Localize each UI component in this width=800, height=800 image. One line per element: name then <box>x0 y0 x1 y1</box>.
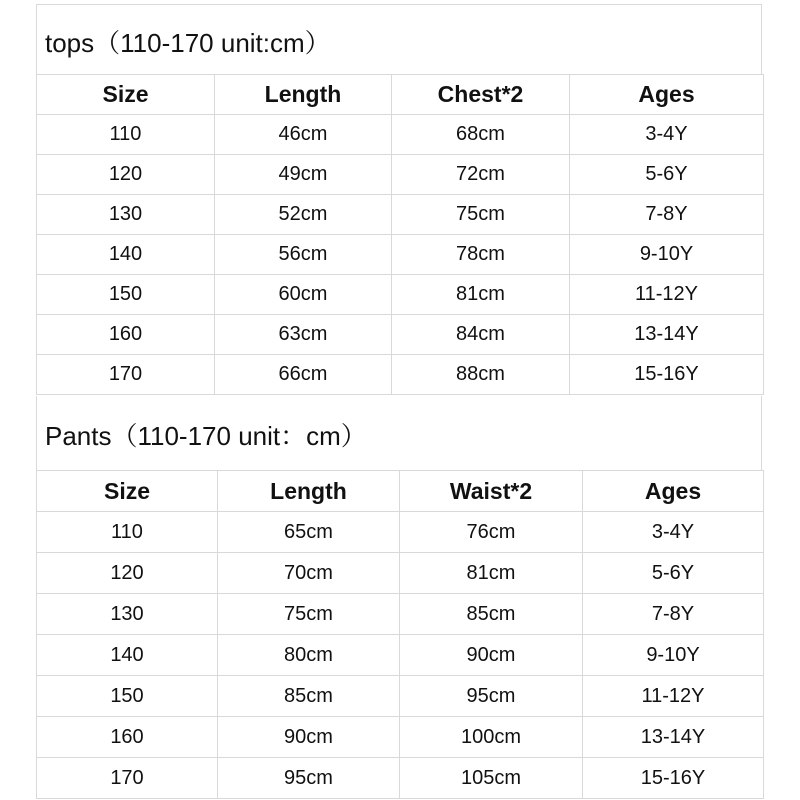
tops-cell-chest: 84cm <box>392 315 570 355</box>
tops-cell-size: 160 <box>37 315 215 355</box>
pants-header-ages: Ages <box>583 471 764 512</box>
pants-cell-size: 170 <box>37 758 218 799</box>
tops-header-ages: Ages <box>570 75 764 115</box>
pants-header-length: Length <box>218 471 400 512</box>
pants-cell-ages: 5-6Y <box>583 553 764 594</box>
pants-cell-waist: 81cm <box>400 553 583 594</box>
tops-header-row <box>37 75 764 115</box>
pants-cell-ages: 13-14Y <box>583 717 764 758</box>
table-row <box>37 635 764 676</box>
pants-cell-length: 95cm <box>218 758 400 799</box>
table-row <box>37 355 764 395</box>
pants-cell-waist: 90cm <box>400 635 583 676</box>
pants-cell-waist: 100cm <box>400 717 583 758</box>
table-row <box>37 717 764 758</box>
table-row <box>37 512 764 553</box>
tops-header-length: Length <box>215 75 392 115</box>
tops-cell-ages: 15-16Y <box>570 355 764 395</box>
pants-cell-ages: 15-16Y <box>583 758 764 799</box>
tops-cell-size: 170 <box>37 355 215 395</box>
pants-cell-ages: 11-12Y <box>583 676 764 717</box>
tops-table <box>36 74 764 395</box>
tops-cell-chest: 72cm <box>392 155 570 195</box>
tops-cell-ages: 3-4Y <box>570 115 764 155</box>
pants-cell-ages: 3-4Y <box>583 512 764 553</box>
tops-cell-chest: 68cm <box>392 115 570 155</box>
pants-cell-length: 65cm <box>218 512 400 553</box>
pants-body <box>37 512 764 799</box>
pants-cell-ages: 9-10Y <box>583 635 764 676</box>
tops-cell-size: 110 <box>37 115 215 155</box>
tops-header-chest: Chest*2 <box>392 75 570 115</box>
pants-cell-size: 150 <box>37 676 218 717</box>
tops-cell-length: 49cm <box>215 155 392 195</box>
tops-cell-length: 56cm <box>215 235 392 275</box>
table-row <box>37 315 764 355</box>
pants-cell-size: 130 <box>37 594 218 635</box>
tops-cell-ages: 5-6Y <box>570 155 764 195</box>
table-row <box>37 594 764 635</box>
tops-cell-chest: 81cm <box>392 275 570 315</box>
pants-cell-size: 110 <box>37 512 218 553</box>
tops-cell-size: 140 <box>37 235 215 275</box>
tops-cell-ages: 9-10Y <box>570 235 764 275</box>
table-row <box>37 235 764 275</box>
pants-cell-length: 90cm <box>218 717 400 758</box>
tops-body <box>37 115 764 395</box>
tops-cell-ages: 7-8Y <box>570 195 764 235</box>
tops-cell-chest: 88cm <box>392 355 570 395</box>
tops-cell-size: 130 <box>37 195 215 235</box>
table-row <box>37 155 764 195</box>
pants-header-size: Size <box>37 471 218 512</box>
tops-cell-ages: 11-12Y <box>570 275 764 315</box>
tops-header-size: Size <box>37 75 215 115</box>
pants-cell-waist: 85cm <box>400 594 583 635</box>
table-row <box>37 195 764 235</box>
pants-title: Pants（110-170 unit：cm） <box>36 396 762 470</box>
tops-cell-length: 46cm <box>215 115 392 155</box>
table-row <box>37 676 764 717</box>
tops-cell-chest: 78cm <box>392 235 570 275</box>
pants-cell-waist: 95cm <box>400 676 583 717</box>
pants-cell-waist: 105cm <box>400 758 583 799</box>
tops-cell-size: 150 <box>37 275 215 315</box>
tops-cell-length: 60cm <box>215 275 392 315</box>
tops-title: tops（110-170 unit:cm） <box>36 4 762 74</box>
pants-cell-size: 140 <box>37 635 218 676</box>
table-row <box>37 275 764 315</box>
size-chart <box>36 0 764 800</box>
table-row <box>37 115 764 155</box>
table-row <box>37 553 764 594</box>
pants-cell-ages: 7-8Y <box>583 594 764 635</box>
tops-cell-length: 52cm <box>215 195 392 235</box>
pants-cell-size: 160 <box>37 717 218 758</box>
pants-cell-size: 120 <box>37 553 218 594</box>
tops-cell-length: 63cm <box>215 315 392 355</box>
tops-cell-ages: 13-14Y <box>570 315 764 355</box>
pants-cell-length: 75cm <box>218 594 400 635</box>
pants-header-row <box>37 471 764 512</box>
pants-cell-length: 85cm <box>218 676 400 717</box>
pants-cell-length: 80cm <box>218 635 400 676</box>
tops-cell-chest: 75cm <box>392 195 570 235</box>
table-row <box>37 758 764 799</box>
pants-cell-waist: 76cm <box>400 512 583 553</box>
pants-table <box>36 470 764 799</box>
pants-cell-length: 70cm <box>218 553 400 594</box>
tops-cell-size: 120 <box>37 155 215 195</box>
tops-cell-length: 66cm <box>215 355 392 395</box>
pants-header-waist: Waist*2 <box>400 471 583 512</box>
